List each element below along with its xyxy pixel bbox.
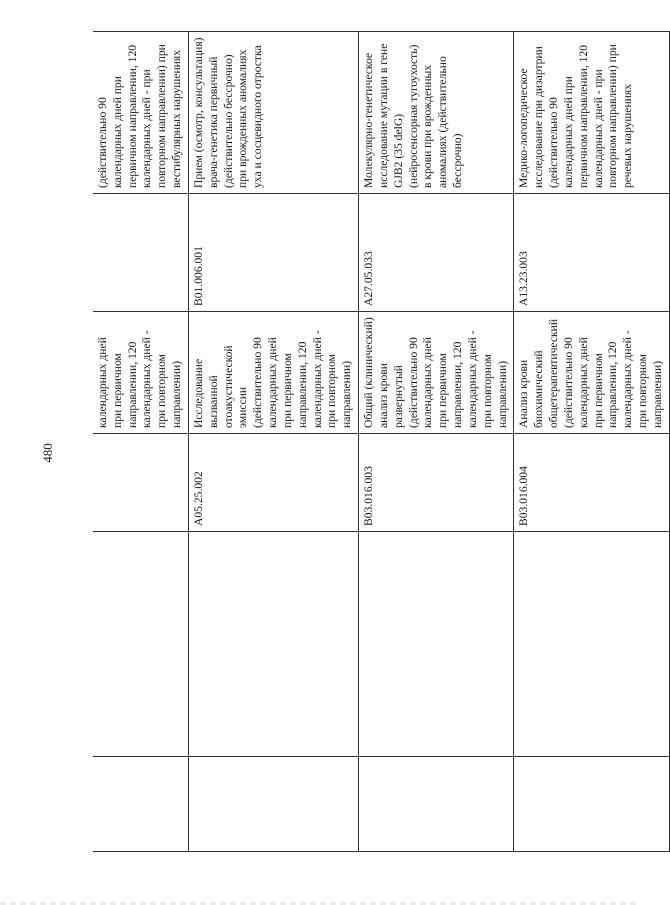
criteria-cell <box>514 532 669 757</box>
table-row <box>359 32 514 852</box>
criteria-cell <box>188 532 358 757</box>
service-name-cell: календарных дней при первичном направлении, 120 календарных дней - при повторном направлении) <box>93 312 188 434</box>
criteria-cell <box>359 532 514 757</box>
criteria-cell <box>93 532 188 757</box>
service-name-cell: Исследование вызванной отоакустической эмиссии (действительно 90 календарных дней при первичном направлении, 120 календарных дней - при повторном направлении) <box>188 312 358 434</box>
service-code-cell: B03.016.004 <box>514 434 669 532</box>
category-cell <box>93 757 188 852</box>
rotated-page-content <box>93 32 664 852</box>
table-row <box>188 32 358 852</box>
service-code-cell: B03.016.003 <box>359 434 514 532</box>
extra-service-code-cell: B01.006.001 <box>188 194 358 312</box>
extra-service-name-cell: Медико-логопедическое исследование при дизартрии (действительно 90 календарных дней при первичном направлении, 120 календарных дней - при повторном направлении) при речевых нарушениях <box>514 32 669 194</box>
service-name-cell: Анализ крови биохимический общетерапевтический (действительно 90 календарных дней при первичном направлении, 120 календарных дней - при повторном направлении) <box>514 312 669 434</box>
category-cell <box>359 757 514 852</box>
extra-service-name-cell: Молекулярно-генетическое исследование мутации в гене GJB2 (35 delG) (нейросенсорная тугоухость) в крови при врожденных аномалиях (действительно бессрочно) <box>359 32 514 194</box>
services-table <box>93 31 670 852</box>
page-number: 480 <box>40 443 55 463</box>
extra-service-name-cell: (действительно 90 календарных дней при первичном направлении, 120 календарных дней - при повторном направлении) при вестибулярных нарушениях <box>93 32 188 194</box>
table-row <box>93 32 188 852</box>
category-cell <box>514 757 669 852</box>
service-name-cell: Общий (клинический) анализ крови развернутый (действительно 90 календарных дней при первичном направлении, 120 календарных дней - при повторном направлении) <box>359 312 514 434</box>
category-cell <box>188 757 358 852</box>
table-row <box>514 32 669 852</box>
service-code-cell: A05.25.002 <box>188 434 358 532</box>
extra-service-code-cell: A13.23.003 <box>514 194 669 312</box>
extra-service-code-cell <box>93 194 188 312</box>
service-code-cell <box>93 434 188 532</box>
extra-service-name-cell: Прием (осмотр, консультация) врача-генетика первичный (действительно бессрочно) при врожденных аномалиях уха и сосцевидного отростка <box>188 32 358 194</box>
extra-service-code-cell: A27.05.033 <box>359 194 514 312</box>
